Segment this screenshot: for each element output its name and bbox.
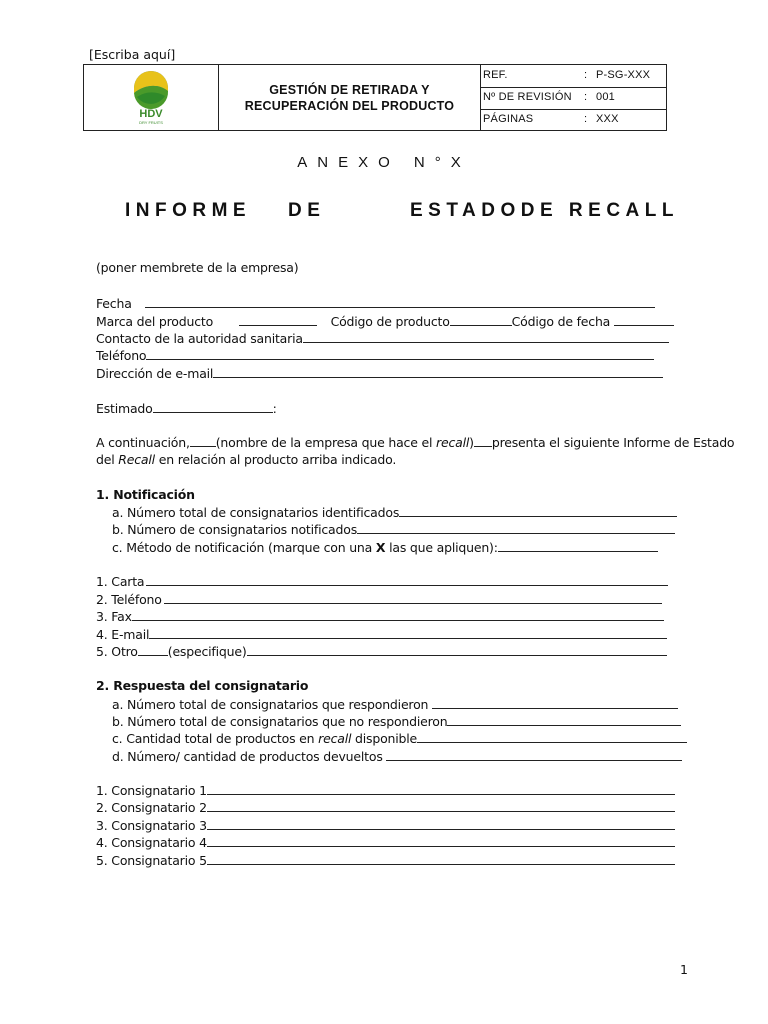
- email-field: [96, 365, 663, 381]
- telefono-field: [96, 347, 654, 363]
- consignee-input-line[interactable]: [207, 799, 675, 812]
- meta-key: Nº DE REVISIÓN: [483, 91, 572, 103]
- consignee-label: 3. Consignatario 3: [96, 818, 207, 833]
- estimado-colon: :: [272, 401, 277, 416]
- document-title-line1: GESTIÓN DE RETIRADA Y: [269, 82, 430, 97]
- intro-blank1[interactable]: [190, 434, 216, 447]
- method-label: 1. Carta: [96, 574, 145, 589]
- intro-recall-term: recall: [436, 435, 470, 450]
- email-label: Dirección de e-mail: [96, 366, 214, 381]
- section2-d-label: d. Número/ cantidad de productos devueltos: [112, 749, 383, 764]
- meta-cell: [481, 65, 666, 130]
- section2-a-label: a. Número total de consignatarios que respondieron: [112, 697, 429, 712]
- section2-b: [112, 713, 681, 729]
- contacto-field: [96, 330, 669, 346]
- intro-recall-term: Recall: [118, 452, 155, 467]
- consignee-1: [96, 782, 675, 798]
- section1-c-input-line[interactable]: [498, 539, 658, 552]
- method-otro: [96, 643, 667, 659]
- intro-text: en relación al producto arriba indicado.: [154, 452, 397, 467]
- section1-c-label: las que apliquen):: [385, 540, 498, 555]
- email-input-line[interactable]: [213, 365, 663, 378]
- logo-text: HDV: [139, 108, 163, 120]
- fecha-input-line[interactable]: [145, 295, 655, 308]
- logo-subtext: DRY FRUITS: [139, 120, 163, 125]
- intro-line1: [96, 434, 734, 450]
- report-title-word1: INFORME: [125, 200, 252, 221]
- method-specify-label: (especifique): [167, 644, 247, 659]
- consignee-input-line[interactable]: [207, 852, 675, 865]
- document-title: [245, 82, 454, 114]
- meta-key: REF.: [483, 69, 508, 81]
- method-input-line[interactable]: [149, 626, 667, 639]
- consignee-input-line[interactable]: [207, 782, 675, 795]
- meta-row-ref: [481, 65, 666, 88]
- meta-row-revision: [481, 87, 666, 110]
- annex-heading: ANEXO N°X: [297, 154, 471, 171]
- report-title-word2: DE: [288, 200, 326, 221]
- marca-input-line[interactable]: [239, 313, 317, 326]
- letterhead-note: (poner membrete de la empresa): [96, 260, 299, 275]
- section1-c-label: c. Método de notificación (marque con una: [112, 540, 376, 555]
- document-title-line2: RECUPERACIÓN DEL PRODUCTO: [244, 98, 455, 113]
- section1-a-label: a. Número total de consignatarios identificados: [112, 505, 400, 520]
- marca-label: Marca del producto: [96, 314, 214, 329]
- codigo-producto-input-line[interactable]: [450, 313, 512, 326]
- section2-c: [112, 730, 687, 746]
- method-input-line[interactable]: [132, 608, 664, 621]
- method-input-line[interactable]: [247, 643, 667, 656]
- estimado-label: Estimado: [96, 401, 153, 416]
- meta-value: 001: [596, 91, 615, 103]
- method-carta: [96, 573, 668, 589]
- contacto-input-line[interactable]: [303, 330, 669, 343]
- intro-text: (nombre de la empresa que hace el: [215, 435, 437, 450]
- consignee-4: [96, 834, 675, 850]
- method-input-line[interactable]: [146, 573, 668, 586]
- consignee-input-line[interactable]: [207, 834, 675, 847]
- consignee-3: [96, 817, 675, 833]
- consignee-label: 2. Consignatario 2: [96, 800, 207, 815]
- method-input-line[interactable]: [164, 591, 662, 604]
- meta-value: P-SG-XXX: [596, 69, 651, 81]
- meta-colon: :: [584, 113, 588, 125]
- section1-c-x: X: [375, 540, 386, 555]
- section2-b-label: b. Número total de consignatarios que no respondieron: [112, 714, 448, 729]
- method-label: 4. E-mail: [96, 627, 150, 642]
- fecha-field: [96, 295, 655, 311]
- consignee-input-line[interactable]: [207, 817, 675, 830]
- intro-text: presenta el siguiente Informe de Estado: [491, 435, 735, 450]
- section2-c-label: c. Cantidad total de productos en: [112, 731, 319, 746]
- page-number: 1: [680, 962, 688, 977]
- method-email: [96, 626, 667, 642]
- contacto-label: Contacto de la autoridad sanitaria: [96, 331, 303, 346]
- method-label: 2. Teléfono: [96, 592, 162, 607]
- meta-row-pages: [481, 109, 666, 131]
- intro-text: del: [96, 452, 119, 467]
- estimado-input-line[interactable]: [153, 400, 273, 413]
- method-label: 5. Otro: [96, 644, 138, 659]
- telefono-input-line[interactable]: [146, 347, 654, 360]
- intro-line2: [96, 452, 396, 467]
- consignee-label: 5. Consignatario 5: [96, 853, 207, 868]
- meta-key: PÁGINAS: [483, 113, 534, 125]
- marca-field: [96, 313, 674, 329]
- section1-c: [112, 539, 658, 555]
- codigo-fecha-input-line[interactable]: [614, 313, 674, 326]
- codigo-producto-label: Código de producto: [330, 314, 450, 329]
- method-telefono: [96, 591, 662, 607]
- method-label: 3. Fax: [96, 609, 132, 624]
- section1-b-input-line[interactable]: [357, 521, 675, 534]
- section2-b-input-line[interactable]: [447, 713, 681, 726]
- company-logo: [128, 69, 174, 127]
- method-otro-blank[interactable]: [138, 643, 168, 656]
- intro-text: A continuación,: [96, 435, 190, 450]
- section2-d-input-line[interactable]: [386, 748, 682, 761]
- intro-blank2[interactable]: [474, 434, 492, 447]
- section1-b: [112, 521, 675, 537]
- telefono-label: Teléfono: [96, 348, 147, 363]
- section2-a: [112, 696, 678, 712]
- consignee-2: [96, 799, 675, 815]
- section1-b-label: b. Número de consignatarios notificados: [112, 522, 358, 537]
- codigo-fecha-label: Código de fecha: [511, 314, 611, 329]
- header-placeholder: [Escriba aquí]: [89, 47, 176, 62]
- estimado-field: [96, 400, 277, 416]
- title-cell: [219, 65, 481, 130]
- section1-a-input-line[interactable]: [399, 504, 677, 517]
- section2-c-input-line[interactable]: [417, 730, 687, 743]
- report-title-word3: ESTADODE RECALL: [410, 200, 679, 221]
- consignee-label: 1. Consignatario 1: [96, 783, 207, 798]
- method-fax: [96, 608, 664, 624]
- document-header-table: [83, 64, 667, 131]
- section2-c-recall-term: recall: [318, 731, 352, 746]
- section2-a-input-line[interactable]: [432, 696, 678, 709]
- section2-c-label: disponible: [351, 731, 418, 746]
- fecha-label: Fecha: [96, 296, 132, 311]
- consignee-label: 4. Consignatario 4: [96, 835, 207, 850]
- section2-title: 2. Respuesta del consignatario: [96, 678, 309, 693]
- intro-text: ): [469, 435, 474, 450]
- meta-colon: :: [584, 91, 588, 103]
- section1-a: [112, 504, 677, 520]
- consignee-5: [96, 852, 675, 868]
- section2-d: [112, 748, 682, 764]
- meta-value: XXX: [596, 113, 619, 125]
- logo-cell: [84, 65, 219, 130]
- meta-colon: :: [584, 69, 588, 81]
- section1-title: 1. Notificación: [96, 487, 195, 502]
